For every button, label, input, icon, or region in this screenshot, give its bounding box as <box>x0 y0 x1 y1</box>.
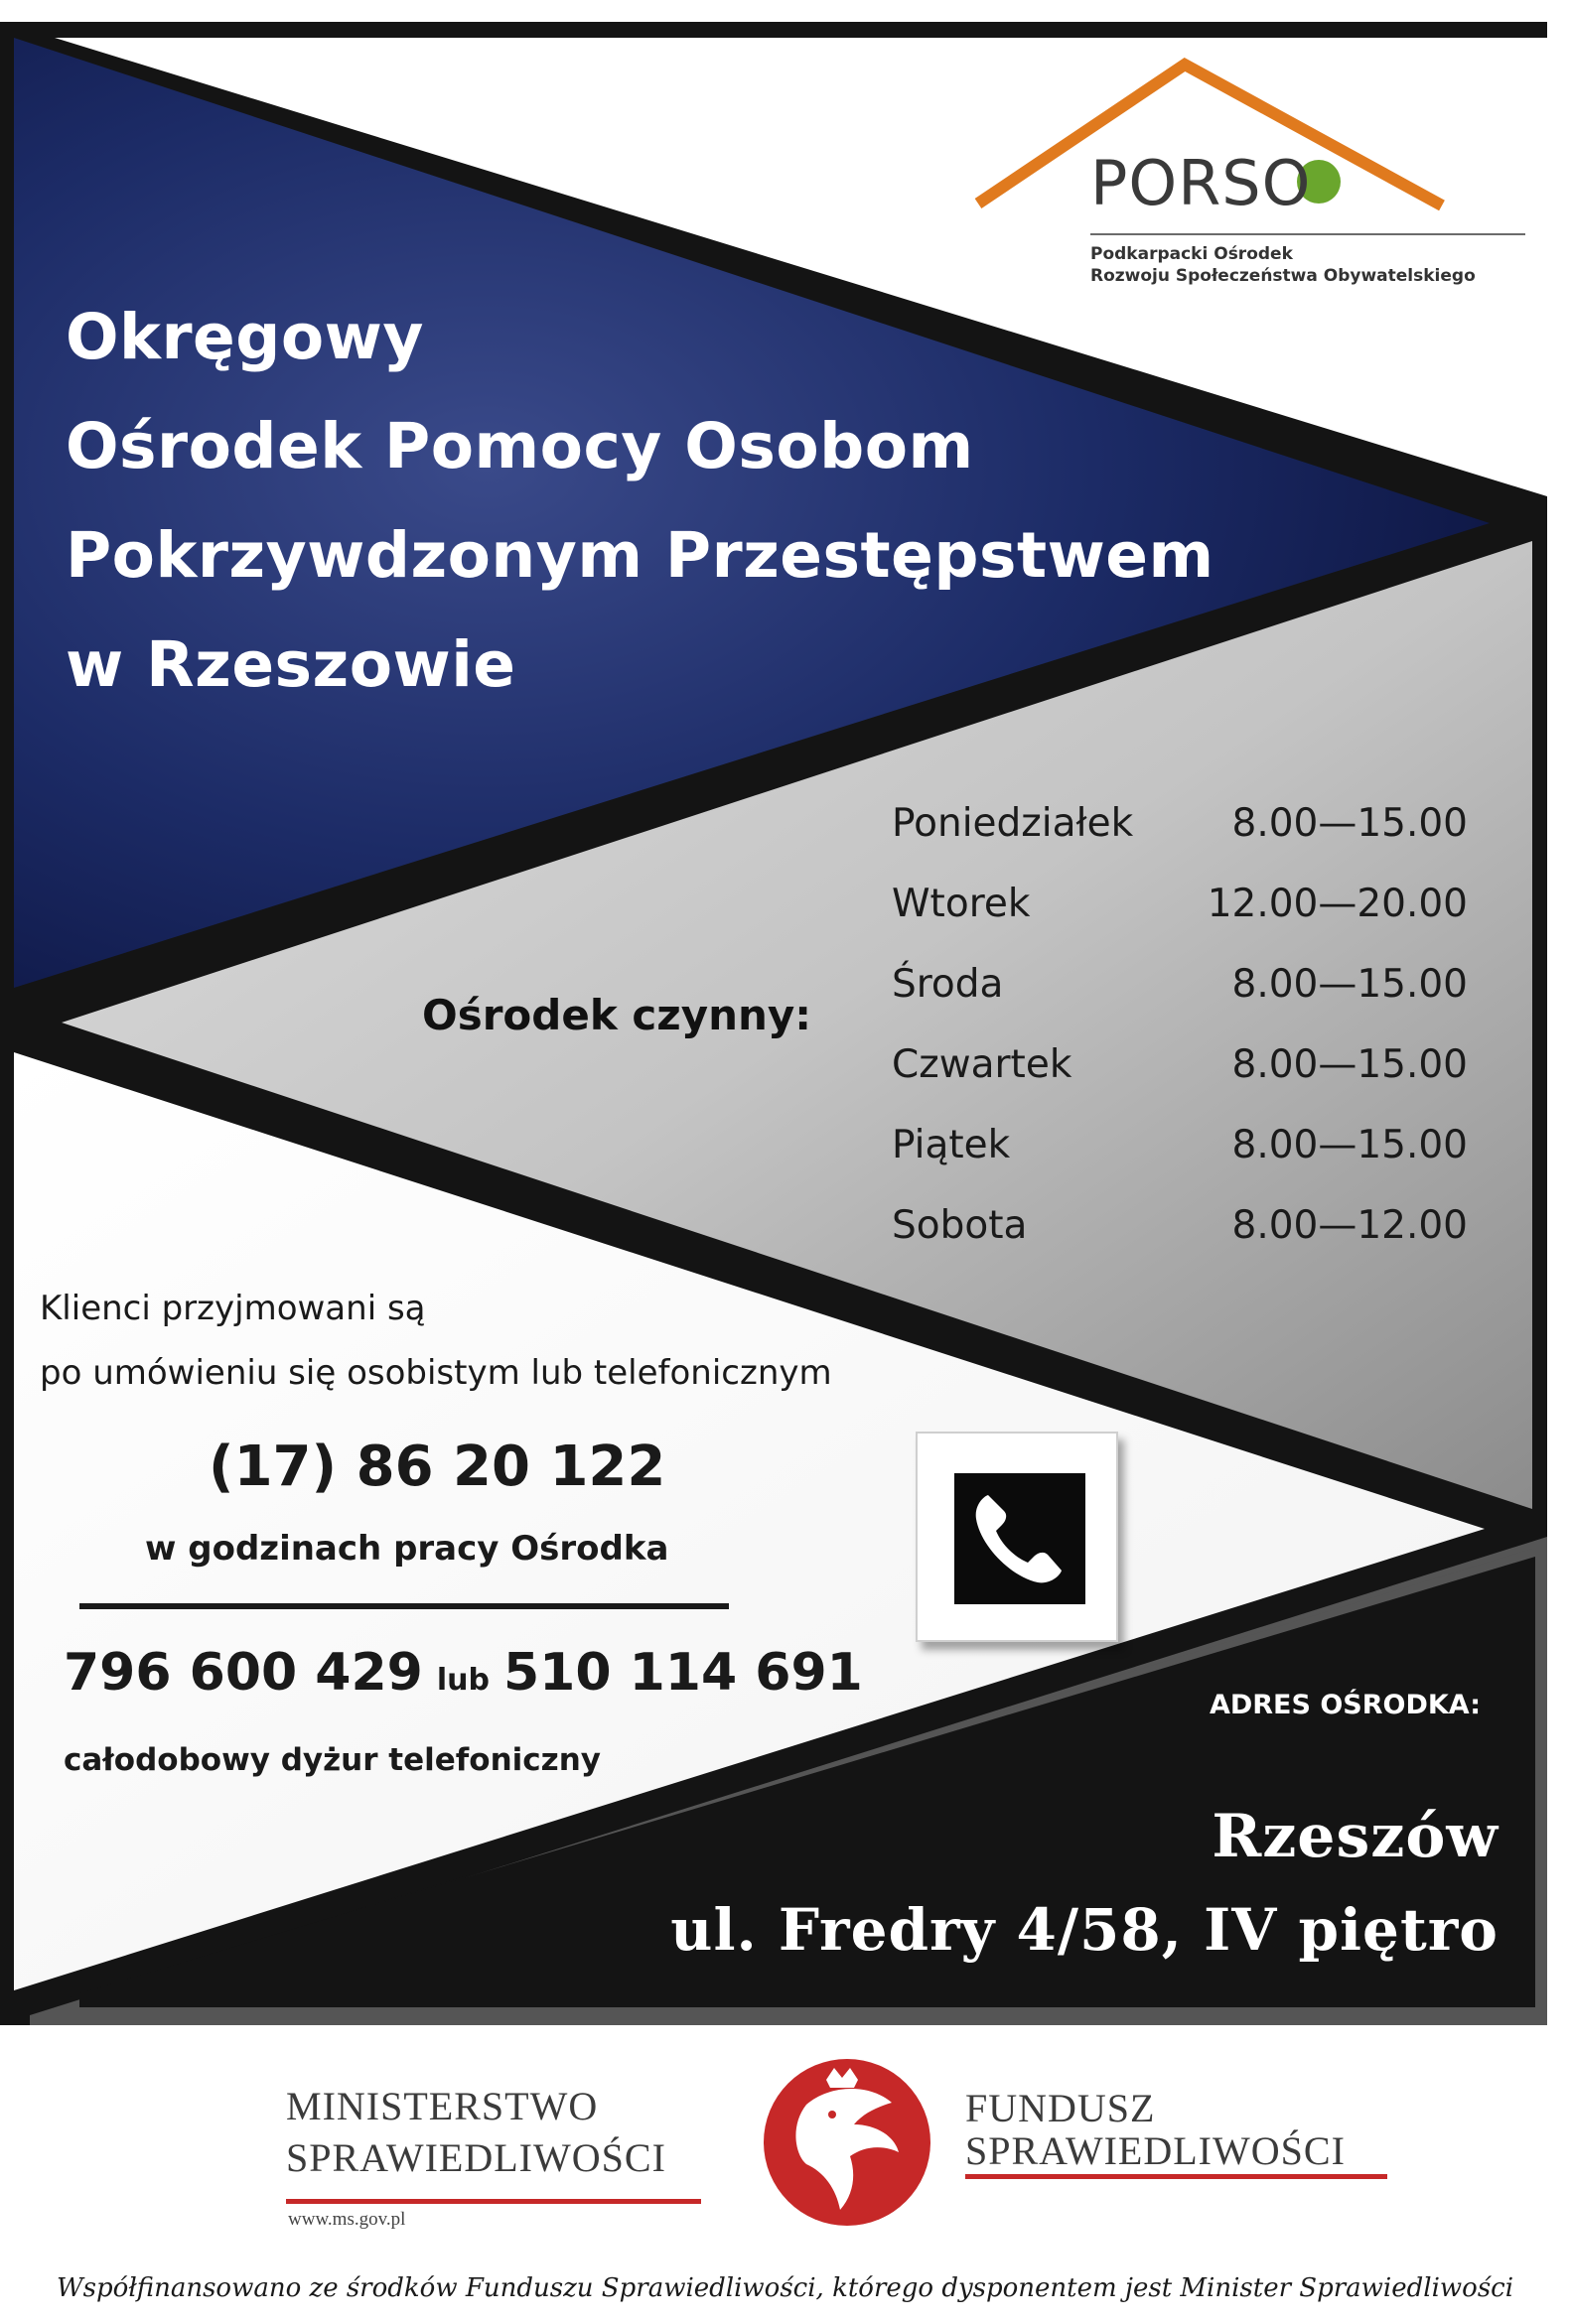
fund-red-bar <box>965 2174 1387 2179</box>
hours-label: Ośrodek czynny: <box>422 991 812 1039</box>
phone-icon <box>954 1473 1085 1604</box>
phone-icon-box <box>916 1432 1118 1642</box>
hours-time: 8.00—15.00 <box>1231 1042 1468 1087</box>
contact-divider <box>79 1603 729 1609</box>
address-street: ul. Fredry 4/58, IV piętro <box>670 1896 1499 1964</box>
address-city: Rzeszów <box>1212 1802 1499 1871</box>
mobile-or: lub <box>436 1663 490 1698</box>
hours-day: Środa <box>892 962 1004 1007</box>
hours-time: 8.00—15.00 <box>1231 962 1468 1007</box>
mobile-number-2: 510 114 691 <box>502 1643 863 1703</box>
ministry-red-bar <box>286 2199 701 2204</box>
fund-line1: FUNDUSZ <box>965 2086 1156 2130</box>
address-label: ADRES OŚRODKA: <box>1209 1690 1481 1720</box>
hours-day: Piątek <box>892 1123 1011 1167</box>
title-line1: Okręgowy <box>66 301 424 373</box>
hours-day: Wtorek <box>892 882 1031 926</box>
hours-time: 12.00—20.00 <box>1207 882 1468 926</box>
logo-subtitle-line2: Rozwoju Społeczeństwa Obywatelskiego <box>1090 266 1476 286</box>
footer-text: Współfinansowano ze środków Funduszu Sprawiedliwości, którego dysponentem jest Minister Sprawiedliwości <box>56 2273 1514 2303</box>
hours-time: 8.00—15.00 <box>1231 1123 1468 1167</box>
ministry-www: www.ms.gov.pl <box>288 2209 406 2230</box>
phone-hours: w godzinach pracy Ośrodka <box>145 1529 669 1569</box>
eagle-emblem-icon <box>764 2059 930 2226</box>
mobile-numbers <box>64 1643 863 1703</box>
mobile-number-1: 796 600 429 <box>64 1643 423 1703</box>
clients-line2: po umówieniu się osobistym lub telefonicznym <box>40 1353 832 1393</box>
hours-time: 8.00—12.00 <box>1231 1203 1468 1248</box>
title-line4: w Rzeszowie <box>66 628 516 701</box>
title-line2: Ośrodek Pomocy Osobom <box>66 410 974 482</box>
duty-text: całodobowy dyżur telefoniczny <box>64 1742 601 1778</box>
hours-day: Czwartek <box>892 1042 1072 1087</box>
ministry-line1: MINISTERSTWO <box>286 2084 599 2128</box>
logo-subtitle-line1: Podkarpacki Ośrodek <box>1090 244 1293 264</box>
hours-day: Poniedziałek <box>892 801 1134 846</box>
logo-divider <box>1090 233 1525 235</box>
fund-line2: SPRAWIEDLIWOŚCI <box>965 2128 1346 2173</box>
ministry-line2: SPRAWIEDLIWOŚCI <box>286 2135 666 2180</box>
hours-time: 8.00—15.00 <box>1231 801 1468 846</box>
phone-number: (17) 86 20 122 <box>209 1435 666 1499</box>
title-line3: Pokrzywdzonym Przestępstwem <box>66 519 1214 592</box>
clients-line1: Klienci przyjmowani są <box>40 1289 426 1328</box>
logo-name: PORSO <box>1090 147 1312 219</box>
hours-day: Sobota <box>892 1203 1028 1248</box>
